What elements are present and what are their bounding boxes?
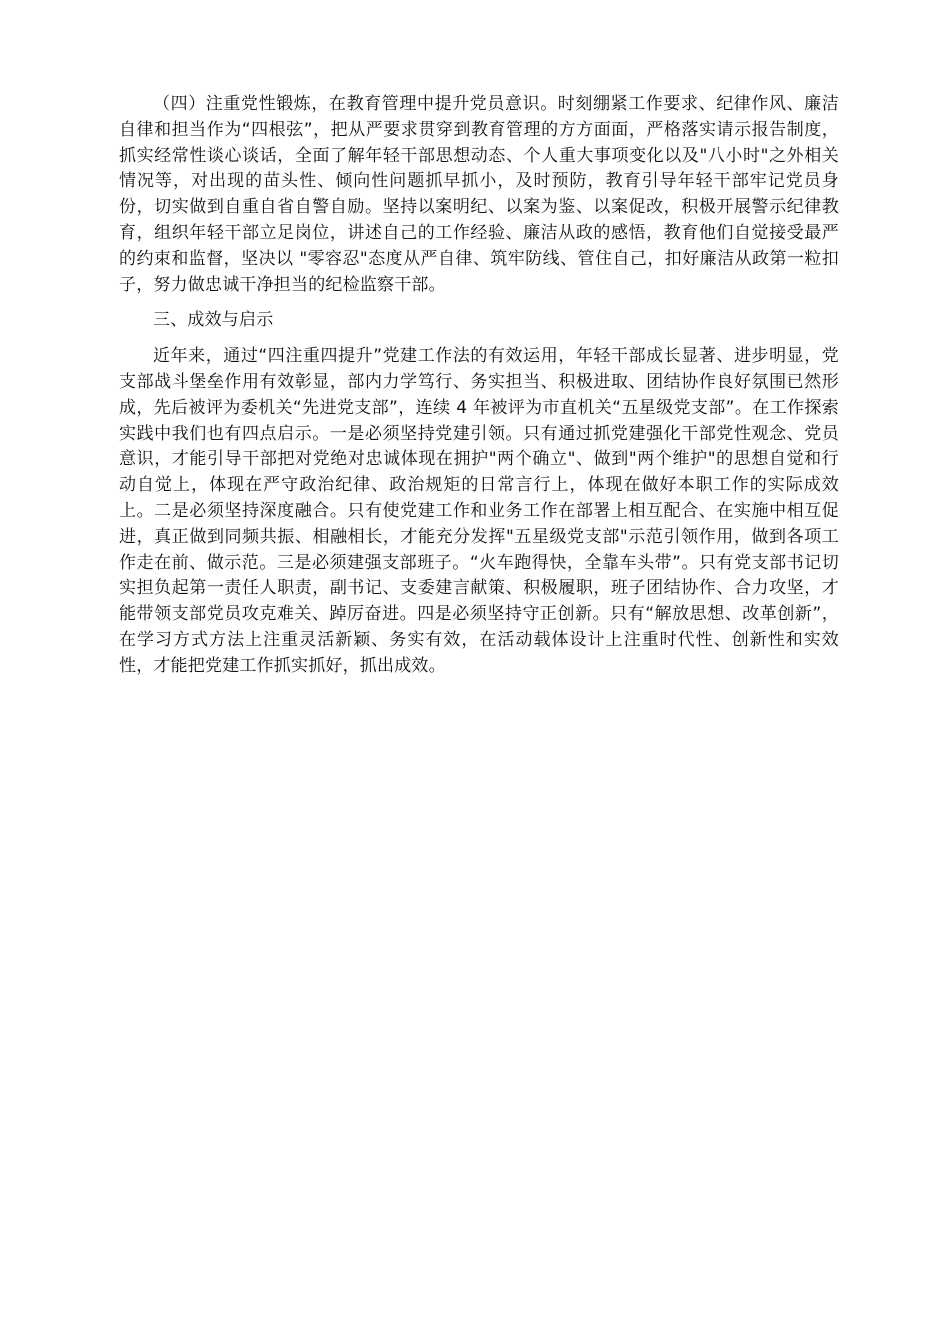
document-page [119, 92, 839, 680]
paragraph-results-and-insights: 近年来，通过“四注重四提升”党建工作法的有效运用，年轻干部成长显著、进步明显，党支部战斗堡垒作用有效彰显，部内力学笃行、务实担当、积极进取、团结协作良好氛围已然形成，先后被评为委机关“先进党支部”，连续 4 年被评为市直机关“五星级党支部”。在工作探索实践中我们也有四点启示。一是必须坚持党建引领。只有通过抓党建强化干部党性观念、党员意识，才能引导干部把对党绝对忠诚体现在拥护"两个确立"、做到"两个维护"的思想自觉和行动自觉上，体现在严守政治纪律、政治规矩的日常言行上，体现在做好本职工作的实际成效上。二是必须坚持深度融合。只有使党建工作和业务工作在部署上相互配合、在实施中相互促进，真正做到同频共振、相融相长，才能充分发挥"五星级党支部"示范引领作用，做到各项工作走在前、做示范。三是必须建强支部班子。“火车跑得快，全靠车头带”。只有党支部书记切实担负起第一责任人职责，副书记、支委建言献策、积极履职，班子团结协作、合力攻坚，才能带领支部党员攻克难关、踔厉奋进。四是必须坚持守正创新。只有“解放思想、改革创新”，在学习方式方法上注重灵活新颖、务实有效，在活动载体设计上注重时代性、创新性和实效性，才能把党建工作抓实抓好，抓出成效。 [119, 346, 839, 676]
paragraph-party-spirit-training: （四）注重党性锻炼，在教育管理中提升党员意识。时刻绷紧工作要求、纪律作风、廉洁自律和担当作为“四根弦”，把从严要求贯穿到教育管理的方方面面，严格落实请示报告制度，抓实经常性谈心谈话，全面了解年轻干部思想动态、个人重大事项变化以及"八小时"之外相关情况等，对出现的苗头性、倾向性问题抓早抓小，及时预防，教育引导年轻干部牢记党员身份，切实做到自重自省自警自励。坚持以案明纪、以案为鉴、以案促改，积极开展警示纪律教育，组织年轻干部立足岗位，讲述自己的工作经验、廉洁从政的感悟，教育他们自觉接受最严的约束和监督，坚决以 "零容忍"态度从严自律、筑牢防线、管住自己，扣好廉洁从政第一粒扣子，努力做忠诚干净担当的纪检监察干部。 [119, 94, 839, 295]
section-heading-results: 三、成效与启示 [153, 310, 274, 331]
